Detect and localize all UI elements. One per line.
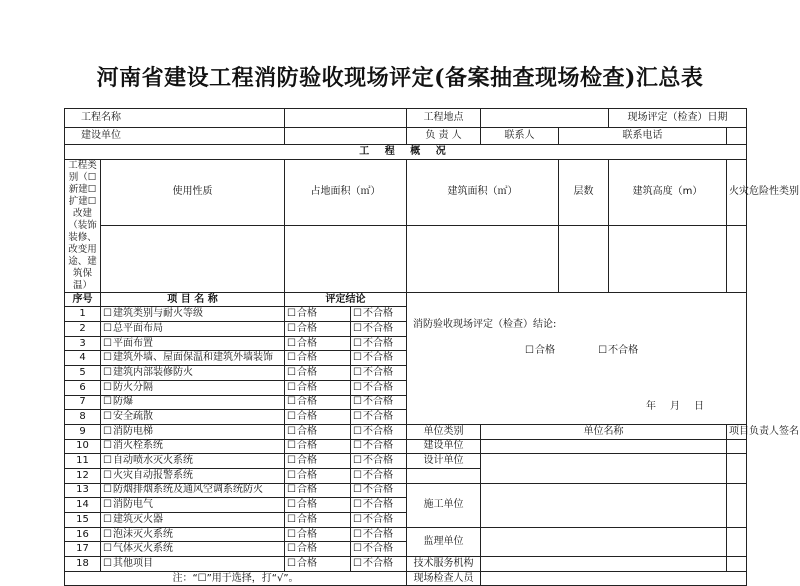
floors-field[interactable] [559,226,609,293]
item-no: 15 [65,513,101,528]
item-no: 10 [65,439,101,454]
building-area-field[interactable] [407,226,559,293]
unit-construction-label: 建设单位 [407,439,481,454]
item-no: 7 [65,395,101,410]
land-area-field[interactable] [285,226,407,293]
construction-unit-label: 建设单位 [65,128,285,145]
pass-checkbox[interactable]: ☐ 合格 [285,468,351,483]
summary-table [64,108,799,586]
fail-checkbox[interactable]: ☐ 不合格 [351,513,407,528]
fail-checkbox[interactable]: ☐ 不合格 [351,483,407,498]
table-row [65,424,747,439]
item-name-checkbox[interactable]: ☐ 建筑灭火器 [101,513,285,528]
item-no: 5 [65,366,101,381]
item-name-checkbox[interactable]: ☐ 泡沫灭火系统 [101,527,285,542]
pass-checkbox[interactable]: ☐ 合格 [285,542,351,557]
fail-checkbox[interactable]: ☐ 不合格 [351,468,407,483]
pass-checkbox[interactable]: ☐ 合格 [285,557,351,572]
pass-checkbox[interactable]: ☐ 合格 [285,307,351,322]
unit-supervision-label: 监理单位 [407,527,481,556]
item-name-checkbox[interactable]: ☐ 建筑内部装修防火 [101,366,285,381]
fail-checkbox[interactable]: ☐ 不合格 [351,322,407,337]
item-name-checkbox[interactable]: ☐ 安全疏散 [101,410,285,425]
fail-checkbox[interactable]: ☐ 不合格 [351,351,407,366]
pass-checkbox[interactable]: ☐ 合格 [285,513,351,528]
item-no: 8 [65,410,101,425]
pass-checkbox[interactable]: ☐ 合格 [285,366,351,381]
item-no: 17 [65,542,101,557]
project-location-label: 工程地点 [407,109,481,128]
item-no: 1 [65,307,101,322]
pass-checkbox[interactable]: ☐ 合格 [285,454,351,469]
pass-checkbox[interactable]: ☐ 合格 [285,322,351,337]
construction-unit-field[interactable] [285,128,407,145]
phone-field[interactable] [727,128,747,145]
unit-sign-field[interactable] [727,439,747,454]
item-no: 4 [65,351,101,366]
fail-checkbox[interactable]: ☐ 不合格 [351,395,407,410]
fail-checkbox[interactable]: ☐ 不合格 [351,424,407,439]
table-row [65,557,747,572]
fail-checkbox[interactable]: ☐ 不合格 [351,542,407,557]
col-result-header: 评定结论 [285,292,407,307]
item-no: 11 [65,454,101,469]
form-title: 河南省建设工程消防验收现场评定(备案抽查现场检查)汇总表 [96,65,704,91]
unit-sign-field[interactable] [727,483,747,527]
conclusion-date: 年 月 日 [646,400,706,412]
pass-checkbox[interactable]: ☐ 合格 [285,395,351,410]
table-row [65,439,747,454]
person-in-charge-label: 负 责 人 [407,128,481,145]
fire-hazard-label: 火灾危险性类别 [727,159,747,226]
item-name-checkbox[interactable]: ☐ 防火分隔 [101,380,285,395]
item-no: 13 [65,483,101,498]
floors-label: 层数 [559,159,609,226]
unit-name-field[interactable] [481,557,727,572]
unit-type-header: 单位类别 [407,424,481,439]
item-name-checkbox[interactable]: ☐ 自动喷水灭火系统 [101,454,285,469]
project-location-field[interactable] [481,109,609,128]
item-name-checkbox[interactable]: ☐ 平面布置 [101,336,285,351]
fail-checkbox[interactable]: ☐ 不合格 [351,336,407,351]
fail-checkbox[interactable]: ☐ 不合格 [351,454,407,469]
item-name-checkbox[interactable]: ☐ 建筑外墙、屋面保温和建筑外墙装饰 [101,351,285,366]
item-name-checkbox[interactable]: ☐ 消火栓系统 [101,439,285,454]
overview-section-title: 工 程 概 况 [65,145,747,160]
project-type-label: 工程类别（☐新建☐扩建☐改建（装饰装修、改变用途、建筑保温） [65,159,101,292]
inspector-label: 现场检查人员 [407,571,481,586]
fail-checkbox[interactable]: ☐ 不合格 [351,557,407,572]
item-no: 12 [65,468,101,483]
col-no-header: 序号 [65,292,101,307]
pass-checkbox[interactable]: ☐ 合格 [285,351,351,366]
unit-name-field[interactable] [481,454,727,483]
pass-checkbox[interactable]: ☐ 合格 [285,439,351,454]
item-no: 2 [65,322,101,337]
unit-sign-field[interactable] [727,454,747,483]
building-area-label: 建筑面积（㎡） [407,159,559,226]
unit-type-blank [407,468,481,483]
unit-sign-header: 项目负责人签名 [727,424,747,439]
pass-checkbox[interactable]: ☐ 合格 [285,336,351,351]
unit-name-header: 单位名称 [481,424,727,439]
pass-checkbox[interactable]: ☐ 合格 [285,498,351,513]
unit-name-field[interactable] [481,483,727,527]
item-name-checkbox[interactable]: ☐ 消防电梯 [101,424,285,439]
fail-checkbox[interactable]: ☐ 不合格 [351,439,407,454]
item-no: 3 [65,336,101,351]
project-name-label: 工程名称 [65,109,285,128]
land-area-label: 占地面积（㎡） [285,159,407,226]
item-name-checkbox[interactable]: ☐ 气体灭火系统 [101,542,285,557]
unit-sign-field[interactable] [727,557,747,572]
pass-checkbox[interactable]: ☐ 合格 [285,380,351,395]
fire-hazard-field[interactable] [727,226,747,293]
building-height-label: 建筑高度（m） [609,159,727,226]
contact-label: 联系人 [481,128,559,145]
pass-checkbox[interactable]: ☐ 合格 [285,410,351,425]
building-height-field[interactable] [609,226,727,293]
project-name-field[interactable] [285,109,407,128]
item-name-checkbox[interactable]: ☐ 其他项目 [101,557,285,572]
conclusion-pass-checkbox[interactable]: ☐ 合格 [525,345,575,356]
item-name-checkbox[interactable]: ☐ 消防电气 [101,498,285,513]
item-no: 14 [65,498,101,513]
unit-design-label: 设计单位 [407,454,481,469]
table-row [65,527,747,542]
conclusion-label: 消防验收现场评定（检查）结论: [413,318,557,330]
conclusion-cell [407,292,747,424]
pass-checkbox[interactable]: ☐ 合格 [285,483,351,498]
table-row [65,483,747,498]
col-item-header: 项 目 名 称 [101,292,285,307]
fail-checkbox[interactable]: ☐ 不合格 [351,307,407,322]
fail-checkbox[interactable]: ☐ 不合格 [351,380,407,395]
use-nature-field[interactable] [101,226,285,293]
item-name-checkbox[interactable]: ☐ 总平面布局 [101,322,285,337]
pass-checkbox[interactable]: ☐ 合格 [285,424,351,439]
unit-name-field[interactable] [481,527,727,556]
evaluation-date-label: 现场评定（检查）日期 [609,109,747,128]
fail-checkbox[interactable]: ☐ 不合格 [351,498,407,513]
unit-sign-field[interactable] [727,527,747,556]
pass-checkbox[interactable]: ☐ 合格 [285,527,351,542]
fail-checkbox[interactable]: ☐ 不合格 [351,527,407,542]
item-no: 6 [65,380,101,395]
unit-name-field[interactable] [481,439,727,454]
item-no: 9 [65,424,101,439]
item-name-checkbox[interactable]: ☐ 防爆 [101,395,285,410]
table-row [65,454,747,469]
item-name-checkbox[interactable]: ☐ 火灾自动报警系统 [101,468,285,483]
unit-tech-service-label: 技术服务机构 [407,557,481,572]
fail-checkbox[interactable]: ☐ 不合格 [351,410,407,425]
fail-checkbox[interactable]: ☐ 不合格 [351,366,407,381]
item-no: 18 [65,557,101,572]
phone-label: 联系电话 [559,128,727,145]
item-name-checkbox[interactable]: ☐ 防烟排烟系统及通风空调系统防火 [101,483,285,498]
item-no: 16 [65,527,101,542]
item-name-checkbox[interactable]: ☐ 建筑类别与耐火等级 [101,307,285,322]
unit-builder-label: 施工单位 [407,483,481,527]
footnote: 注：“☐”用于选择，打“√”。 [65,571,407,586]
use-nature-label: 使用性质 [101,159,285,226]
conclusion-fail-checkbox[interactable]: ☐ 不合格 [598,345,658,356]
inspector-field[interactable] [481,571,747,586]
